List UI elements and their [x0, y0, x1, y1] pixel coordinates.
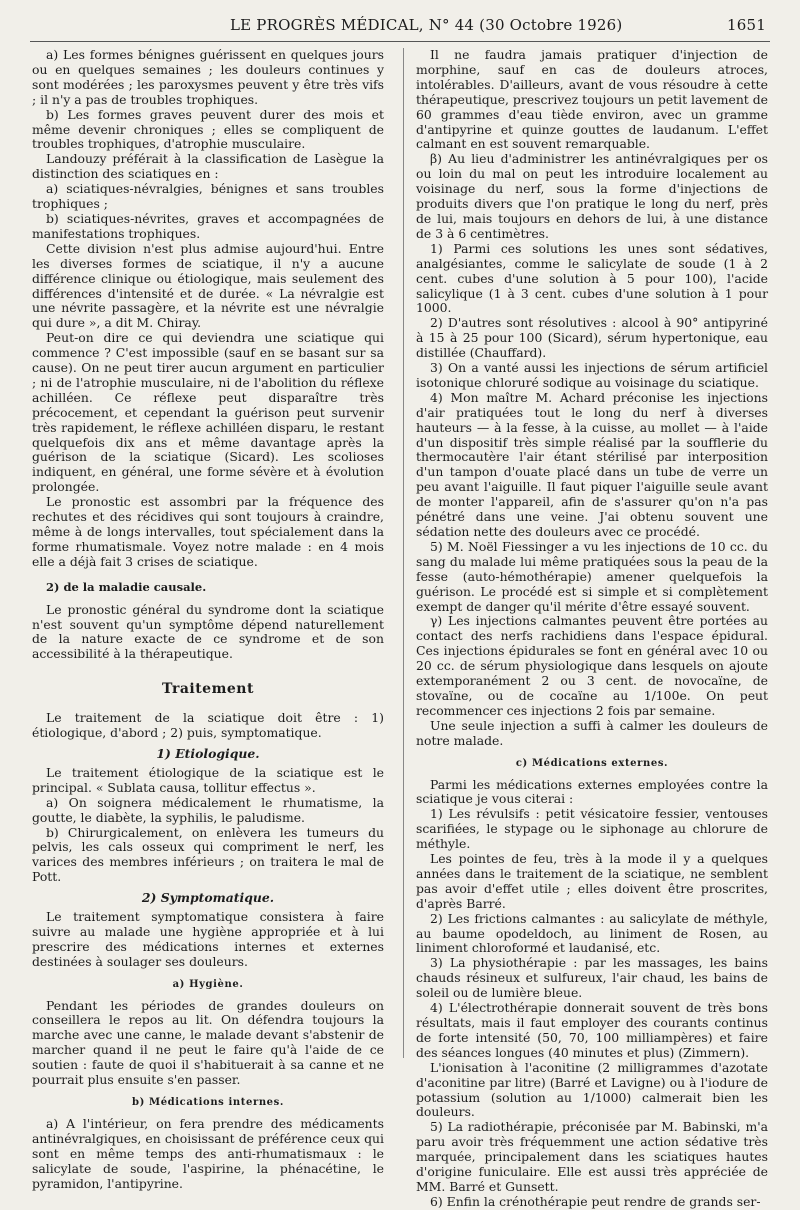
paragraph: Le pronostic général du syndrome dont la sciatique n'est souvent qu'un symptôme dépend naturellement de la nature exacte de ce syndrome et de son accessibilité à la thérapeutique.	[32, 601, 384, 662]
paragraph: b) Chirurgicalement, on enlèvera les tumeurs du pelvis, les cals osseux qui compriment le nerf, les varices des membres inférieurs ; on traitera le mal de Pott.	[32, 824, 384, 885]
paragraph: a) On soignera médicalement le rhumatisme, la goutte, le diabète, la syphilis, le paludisme.	[32, 794, 384, 825]
paragraph: Il ne faudra jamais pratiquer d'injection de morphine, sauf en cas de douleurs atroces, intolérables. D'ailleurs, avant de vous résoudre à cette thérapeutique, prescrivez toujours un petit lavement de 60 grammes d'eau tiède environ, avec un gramme d'antipyrine et quinze gouttes de laudanum. L'effet calmant en est souvent remarquable.	[416, 47, 768, 152]
paragraph: Le traitement étiologique de la sciatique est le principal. « Sublata causa, tollitur effectus ».	[32, 764, 384, 795]
subsection-heading: 2) de la maladie causale.	[46, 579, 207, 594]
paragraph: 4) Mon maître M. Achard préconise les injections d'air pratiquées tout le long du nerf à diverses hauteurs — à la fesse, à la cuisse, au mollet — à l'aide d'un dispositif très simple réalisé par la soufflerie du thermocautère l'air étant stérilisé par interposition d'un tampon d'ouate placé dans un tube de verre un peu avant l'aiguille. Il faut piquer l'aiguille seule avant de monter l'appareil, afin de s'assurer qu'on n'a pas pénétré dans une veine. J'ai obtenu souvent une sédation nette des douleurs avec ce procédé.	[416, 389, 768, 539]
paragraph: 3) On a vanté aussi les injections de sérum artificiel isotonique chloruré sodique au voisinage du sciatique.	[416, 360, 768, 390]
paragraph: a) sciatiques-névralgies, bénignes et sans troubles trophiques ;	[32, 181, 384, 212]
paragraph: Peut-on dire ce qui deviendra une sciatique qui commence ? C'est impossible (sauf en se basant sur sa cause). On ne peut tirer aucun argument en particulier ; ni de l'atrophie musculaire, ni de l'abolition du réflexe achilléen. Ce réflexe peut disparaître très précocement, et cependant la guérison peut survenir très rapidement, le réflexe achilléen disparu, le restant quelquefois dix ans et même davantage après la guérison de la sciatique (Sicard). Les scolioses indiquent, en général, une forme sévère et à évolution prolongée.	[32, 330, 384, 495]
paragraph: Le pronostic est assombri par la fréquence des rechutes et des récidives qui sont toujours à craindre, même à de longs intervalles, tout spécialement dans la forme rhumatismale. Voyez notre malade : en 4 mois elle a déjà fait 3 crises de sciatique.	[32, 494, 384, 569]
paragraph: 1) Les révulsifs : petit vésicatoire fessier, ventouses scarifiées, le stypage ou le siphonage au chlorure de méthyle.	[416, 806, 768, 852]
paragraph: Pendant les périodes de grandes douleurs on conseillera le repos au lit. On défendra toujours la marche avec une canne, le malade devant s'abstenir de marcher quand il ne peut le faire qu'à l'aide de ce soutien : faute de quoi il s'habituerait à sa canne et ne pourrait plus ensuite s'en passer.	[32, 997, 384, 1088]
paragraph: b) sciatiques-névrites, graves et accompagnées de manifestations trophiques.	[32, 210, 384, 241]
section-heading-traitement: Traitement	[162, 681, 254, 698]
paragraph: L'ionisation à l'aconitine (2 milligrammes d'azotate d'aconitine par litre) (Barré et Lavigne) ou à l'iodure de potassium (solution au 1/1000) calmerait bien les douleurs.	[416, 1059, 768, 1120]
paragraph: γ) Les injections calmantes peuvent être portées au contact des nerfs rachidiens dans l'espace épidural. Ces injections épidurales se font en général avec 10 ou 20 cc. de sérum physiologique dans lesquels on ajoute extemporanément 2 ou 3 cent. de novocaïne, de stovaïne, ou de cocaïne au 1/100e. On peut recommencer ces injections 2 fois par semaine.	[416, 613, 768, 718]
paragraph: Une seule injection a suffi à calmer les douleurs de notre malade.	[416, 717, 768, 748]
page-header	[0, 16, 800, 38]
right-column	[416, 48, 768, 1210]
paragraph: β) Au lieu d'administrer les antinévralgiques per os ou loin du mal on peut les introduire localement au voisinage du nerf, sous la forme d'injections de produits divers que l'on pratique le long du nerf, près de lui, mais toujours en dehors de lui, à une distance de 3 à 6 centimètres.	[416, 151, 768, 241]
small-heading: b) Médications internes.	[132, 1097, 284, 1108]
paragraph: a) A l'intérieur, on fera prendre des médicaments antinévralgiques, en choisissant de préférence ceux qui sont en même temps des anti-rhumatismaux : le salicylate de soude, l'aspirine, la phénacétine, le pyramidon, l'antipyrine.	[32, 1115, 384, 1191]
small-heading: c) Médications externes.	[515, 757, 669, 769]
paragraph: 4) L'électrothérapie donnerait souvent de très bons résultats, mais il faut employer des courants continus de forte intensité (50, 70, 100 milliampères) et faire des séances longues (40 minutes et plus) (Zimmern).	[416, 1000, 768, 1060]
subsection-heading: 1) Etiologique.	[156, 745, 260, 761]
column-divider	[403, 48, 404, 1058]
journal-title: LE PROGRÈS MÉDICAL, N° 44 (30 Octobre 1926)	[230, 16, 623, 34]
paragraph: Cette division n'est plus admise aujourd'hui. Entre les diverses formes de sciatique, il n'y a aucune différence clinique ou étiologique, mais seulement des différences d'intensité et de durée. « La névralgie est une névrite passagère, et la névrite est une névralgie qui dure », a dit M. Chiray.	[32, 240, 384, 331]
paragraph: b) Les formes graves peuvent durer des mois et même devenir chroniques ; elles se compliquent de troubles trophiques, d'atrophie musculaire.	[32, 106, 384, 152]
paragraph: 2) D'autres sont résolutives : alcool à 90° antipyriné à 15 à 25 pour 100 (Sicard), sérum hypertonique, eau distillée (Chauffard).	[416, 315, 768, 361]
paragraph: Les pointes de feu, très à la mode il y a quelques années dans le traitement de la sciatique, ne semblent pas avoir d'effet utile ; elles doivent être proscrites, d'après Barré.	[416, 851, 768, 911]
subsection-heading: 2) Symptomatique.	[141, 890, 275, 906]
header-rule	[30, 41, 770, 42]
paragraph: Le traitement de la sciatique doit être : 1) étiologique, d'abord ; 2) puis, symptomatique.	[32, 710, 384, 741]
left-column	[32, 48, 384, 1191]
paragraph: 3) La physiothérapie : par les massages, les bains chauds résineux et sulfureux, l'air chaud, les bains de soleil ou de lumière bleue.	[416, 955, 768, 1001]
paragraph: 5) M. Noël Fiessinger a vu les injections de 10 cc. du sang du malade lui même pratiquées sous la peau de la fesse (auto-hémothérapie) amener quelquefois la guérison. Le procédé est si simple et si complètement exempt de danger qu'il mérite d'être essayé souvent.	[416, 538, 768, 614]
small-heading: a) Hygiène.	[172, 978, 244, 990]
paragraph: a) Les formes bénignes guérissent en quelques jours ou en quelques semaines ; les douleurs continues y sont modérées ; les paroxysmes peuvent y être très vifs ; il n'y a pas de troubles trophiques.	[32, 47, 384, 107]
paragraph: Le traitement symptomatique consistera à faire suivre au malade une hygiène appropriée et à lui prescrire des médications internes et externes destinées à soulager ses douleurs.	[32, 909, 384, 969]
paragraph: Parmi les médications externes employées contre la sciatique je vous citerai :	[416, 776, 768, 807]
paragraph: 1) Parmi ces solutions les unes sont sédatives, analgésiantes, comme le salicylate de soude (1 à 2 cent. cubes d'une solution à 5 pour 100), l'acide salicylique (1 à 3 cent. cubes d'une solution à 1 pour 1000.	[416, 240, 768, 316]
paragraph: 2) Les frictions calmantes : au salicylate de méthyle, au baume opodeldoch, au liniment de Rosen, au liniment chloroformé et laudanisé, etc.	[416, 910, 768, 956]
paragraph: 5) La radiothérapie, préconisée par M. Babinski, m'a paru avoir très fréquemment une action sédative très marquée, principalement dans les sciatiques hautes d'origine funiculaire. Elle est aussi très appréciée de MM. Barré et Gunsett.	[416, 1119, 768, 1194]
paragraph: Landouzy préférait à la classification de Lasègue la distinction des sciatiques en :	[32, 151, 384, 182]
page-number: 1651	[727, 16, 766, 34]
paragraph: 6) Enfin la crénothérapie peut rendre de grands ser-	[430, 1193, 761, 1209]
